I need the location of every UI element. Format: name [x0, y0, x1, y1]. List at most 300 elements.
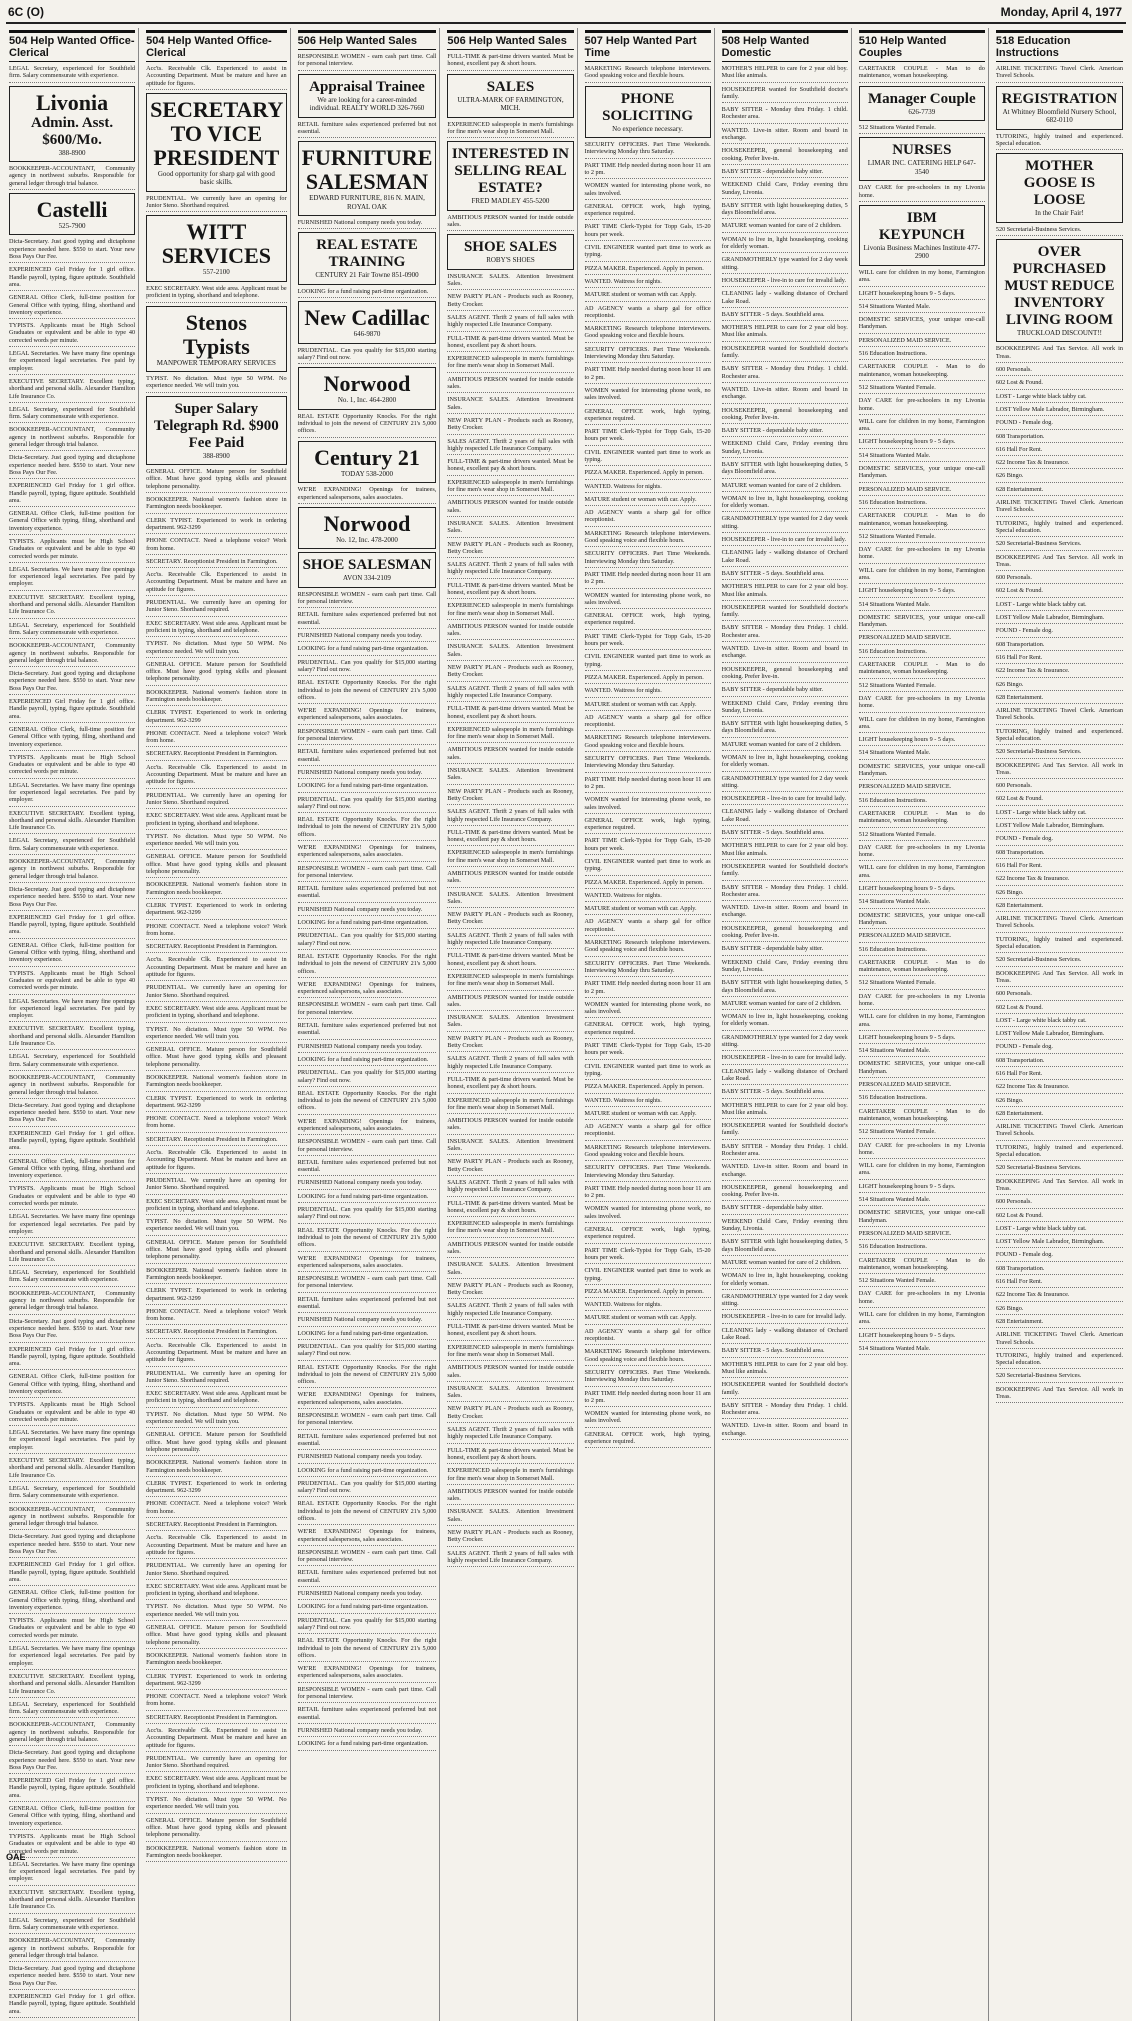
- classified-ad: MATURE woman wanted for care of 2 children.: [722, 1259, 848, 1269]
- classified-ad: BABY SITTER - Monday thru Friday. 1 child. Rochester area.: [722, 365, 848, 383]
- classified-ad: NEW PARTY PLAN - Products such as Rooney, Betty Crocker.: [447, 911, 573, 929]
- classified-ad: AD AGENCY wants a sharp gal for office receptionist.: [585, 714, 711, 732]
- display-ad-sm-text: EDWARD FURNITURE, 816 N. MAIN, ROYAL OAK: [309, 194, 425, 211]
- classified-ad: CLERK TYPIST. Experienced to work in ordering department. 962-3299: [146, 1480, 286, 1498]
- classified-ad: GENERAL OFFICE. Mature person for Southfield office. Must have good typing skills and pleasant telephone personality.: [146, 661, 286, 686]
- classified-ad: HOUSEKEEPER - live-in to care for invalid lady.: [722, 1054, 848, 1064]
- classified-ad: BOOKKEEPING And Tax Service. All work in Treas.: [996, 345, 1123, 363]
- classified-ad: CLEANING lady - walking distance of Orchard Lake Road.: [722, 290, 848, 308]
- classified-ad: LOOKING for a fund raising part-time organization.: [298, 919, 437, 929]
- classified-ad: EXPERIENCED Girl Friday for 1 girl office. Handle payroll, typing, figure aptitude. Southfield area.: [9, 482, 135, 507]
- classified-ad: 608 Transportation.: [996, 1265, 1123, 1275]
- display-ad-med-text: PHONE SOLICITING: [602, 90, 694, 124]
- classified-ad: CLEANING lady - walking distance of Orchard Lake Road.: [722, 549, 848, 567]
- classified-ad: EXPERIENCED Girl Friday for 1 girl office. Handle payroll, typing, figure aptitude. Southfield area.: [9, 1561, 135, 1586]
- classified-ad: Acc'ts. Receivable Clk. Experienced to assist in Accounting Department. Must be mature and have an aptitude for figures.: [146, 1149, 286, 1174]
- classified-ad: DOMESTIC SERVICES, your unique one-call Handyman.: [859, 1209, 985, 1227]
- display-ad-sm-text: No. 1, Inc. 464-2800: [337, 396, 397, 405]
- classified-ad: NEW PARTY PLAN - Products such as Rooney, Betty Crocker.: [447, 664, 573, 682]
- display-ad-sm-text: Livonia Business Machines Institute 477-2900: [863, 243, 981, 261]
- classified-ad: NEW PARTY PLAN - Products such as Rooney, Betty Crocker.: [447, 293, 573, 311]
- classified-ad: SECURITY OFFICERS. Part Time Weekends. Interviewing Monday thru Saturday.: [585, 960, 711, 978]
- classified-ad: NEW PARTY PLAN - Products such as Rooney, Betty Crocker.: [447, 1529, 573, 1547]
- classified-ad: INSURANCE SALES. Attention Investment Sales.: [447, 1385, 573, 1403]
- classified-ad: 512 Situations Wanted Female.: [859, 831, 985, 841]
- classified-ad: LIGHT housekeeping hours 9 - 5 days.: [859, 1332, 985, 1342]
- classified-ad: Acc'ts. Receivable Clk. Experienced to assist in Accounting Department. Must be mature and have an aptitude for figures.: [146, 571, 286, 596]
- classified-ad: CLERK TYPIST. Experienced to work in ordering department. 962-3299: [146, 517, 286, 535]
- classified-ad: 616 Hall For Rent.: [996, 446, 1123, 456]
- display-ad: [585, 86, 711, 139]
- display-ad-sm-text: LIMAR INC. CATERING HELP 647-3540: [867, 159, 976, 176]
- classified-ad: BABY SITTER - Monday thru Friday. 1 child. Rochester area.: [722, 884, 848, 902]
- classified-ad: GENERAL OFFICE. Mature person for Southfield office. Must have good typing skills and pleasant telephone personality.: [146, 853, 286, 878]
- classified-ad: BABY SITTER - Monday thru Friday. 1 child. Rochester area.: [722, 624, 848, 642]
- classified-ad: EXPERIENCED Girl Friday for 1 girl office. Handle payroll, typing, figure aptitude. Southfield area.: [9, 914, 135, 939]
- classified-ad: 512 Situations Wanted Female.: [859, 124, 985, 134]
- classified-ad: WANTED. Waitress for nights.: [585, 278, 711, 288]
- classified-ad: RESPONSIBLE WOMEN - earn cash part time. Call for personal interview.: [298, 1549, 437, 1567]
- classified-ad: INSURANCE SALES. Attention Investment Sales.: [447, 767, 573, 785]
- classified-ad: PRUDENTIAL. We currently have an opening for Junior Steno. Shorthand required.: [146, 1370, 286, 1388]
- classified-ad: FOUND - Female dog.: [996, 627, 1123, 637]
- classified-ad: BABY SITTER - dependable baby sitter.: [722, 427, 848, 437]
- classified-ad: WEEKEND Child Care, Friday evening thru Sunday, Livonia.: [722, 181, 848, 199]
- classified-ad: 616 Hall For Rent.: [996, 1278, 1123, 1288]
- classified-ad: WILL care for children in my home, Farmington area.: [859, 1311, 985, 1329]
- classified-ad: LEGAL Secretaries. We have many fine openings for experienced legal secretaries. Fee paid by employer.: [9, 350, 135, 375]
- classified-ad: EXPERIENCED salespeople in men's furnishings for fine men's wear shop in Somerset Mall.: [447, 1097, 573, 1115]
- classified-ad: 512 Situations Wanted Female.: [859, 384, 985, 394]
- classified-ad: SECURITY OFFICERS. Part Time Weekends. Interviewing Monday thru Saturday.: [585, 346, 711, 364]
- classified-ad: LEGAL Secretaries. We have many fine openings for experienced legal secretaries. Fee paid by employer.: [9, 1213, 135, 1238]
- classified-ad: WANTED. Live-in sitter. Room and board in exchange.: [722, 1422, 848, 1440]
- classified-ad: MOTHER'S HELPER to care for 2 year old boy. Must like animals.: [722, 324, 848, 342]
- classified-ad: REAL ESTATE Opportunity Knocks. For the right individual to join the newest of CENTURY 21's 5,000 offices.: [298, 1364, 437, 1389]
- classified-ad: WANTED. Waitress for nights.: [585, 1097, 711, 1107]
- display-ad: [859, 137, 985, 181]
- classified-ad: WOMEN wanted for interesting phone work, no sales involved.: [585, 796, 711, 814]
- classified-ad: BOOKKEEPER. National women's fashion store in Farmington needs bookkeeper.: [146, 1459, 286, 1477]
- classified-ad: INSURANCE SALES. Attention Investment Sales.: [447, 1261, 573, 1279]
- display-ad: [298, 441, 437, 484]
- classified-ad: WE'RE EXPANDING! Openings for trainees, experienced salespersons, sales associates.: [298, 1665, 437, 1683]
- classified-ad: REAL ESTATE Opportunity Knocks. For the right individual to join the newest of CENTURY 21's 5,000 offices.: [298, 1227, 437, 1252]
- classified-ad: 514 Situations Wanted Male.: [859, 452, 985, 462]
- classified-ad: 512 Situations Wanted Female.: [859, 979, 985, 989]
- classified-ad: LEGAL Secretary, experienced for Southfield firm. Salary commensurate with experience.: [9, 65, 135, 83]
- classified-ad: NEW PARTY PLAN - Products such as Rooney, Betty Crocker.: [447, 788, 573, 806]
- classified-ad: GENERAL OFFICE. Mature person for Southfield office. Must have good typing skills and pleasant telephone personality.: [146, 1431, 286, 1456]
- classified-ad: WILL care for children in my home, Farmington area.: [859, 567, 985, 585]
- classified-ad: LOST - Large white black tabby cat.: [996, 601, 1123, 611]
- classified-ad: EXEC SECRETARY. West side area. Applicant must be proficient in typing, shorthand and telephone.: [146, 1005, 286, 1023]
- classified-ad: CLERK TYPIST. Experienced to work in ordering department. 962-3299: [146, 902, 286, 920]
- classified-ad: HOUSEKEEPER - live-in to care for invalid lady.: [722, 1313, 848, 1323]
- classified-ad: SALES AGENT. Thrift 2 years of full sales with highly respected Life Insurance Company.: [447, 438, 573, 456]
- classified-ad: SECRETARY. Receptionist President in Farmington.: [146, 1328, 286, 1338]
- classified-ad: PRUDENTIAL. Can you qualify for $15,000 starting salary? Find out now.: [298, 796, 437, 814]
- classified-ad: TYPIST. No dictation. Must type 50 WPM. No experience needed. We will train you.: [146, 833, 286, 851]
- classified-ad: LOOKING for a fund raising part-time organization.: [298, 1603, 437, 1613]
- display-ad-sm-text: At Whitney Bloomfield Nursery School, 682-0110: [1002, 107, 1117, 125]
- classified-ad: HOUSEKEEPER wanted for Southfield doctor's family.: [722, 1122, 848, 1140]
- page-footer: OAE: [6, 1852, 26, 1862]
- classified-ad: CARETAKER COUPLE - Man to do maintenance, woman housekeeping.: [859, 810, 985, 828]
- classified-ad: AIRLINE TICKETING Travel Clerk. American Travel Schools.: [996, 1331, 1123, 1349]
- classified-ad: LEGAL Secretary, experienced for Southfield firm. Salary commensurate with experience.: [9, 837, 135, 855]
- classified-ad: LEGAL Secretaries. We have many fine openings for experienced legal secretaries. Fee paid by employer.: [9, 782, 135, 807]
- classified-ad: 616 Hall For Rent.: [996, 654, 1123, 664]
- display-ad: [9, 86, 135, 163]
- classified-ad: GENERAL Office Clerk, full-time position for General Office with typing, filing, shorthand and inventory experience.: [9, 1805, 135, 1830]
- classified-ad: LIGHT housekeeping hours 9 - 5 days.: [859, 438, 985, 448]
- classified-ad: MATURE student or woman with car. Apply.: [585, 1314, 711, 1324]
- classified-ad: EXPERIENCED Girl Friday for 1 girl office. Handle payroll, typing, figure aptitude. Southfield area.: [9, 266, 135, 291]
- section-heading: 508 Help Wanted Domestic: [722, 30, 848, 62]
- classified-ad: BOOKKEEPER-ACCOUNTANT, Community agency in northwest suburbs. Responsible for general ledger through trial balance.: [9, 1721, 135, 1746]
- classified-ad: WILL care for children in my home, Farmington area.: [859, 1162, 985, 1180]
- classified-ad: MATURE woman wanted for care of 2 children.: [722, 741, 848, 751]
- classified-ad: WE'RE EXPANDING! Openings for trainees, experienced salespersons, sales associates.: [298, 1528, 437, 1546]
- classified-ad: 608 Transportation.: [996, 849, 1123, 859]
- classified-ad: TYPISTS. Applicants must be High School Graduates or equivalent and be able to type 40 corrected words per minute.: [9, 538, 135, 563]
- classified-ad: GENERAL Office Clerk, full-time position for General Office with typing, filing, shorthand and inventory experience.: [9, 942, 135, 967]
- classified-ad: 520 Secretarial-Business Services.: [996, 1372, 1123, 1382]
- classified-ad: EXEC SECRETARY. West side area. Applicant must be proficient in typing, shorthand and telephone.: [146, 285, 286, 303]
- classified-ad: GENERAL OFFICE work, high typing, experience required.: [585, 817, 711, 835]
- classified-ad: BOOKKEEPER-ACCOUNTANT, Community agency in northwest suburbs. Responsible for general ledger through trial balance.: [9, 165, 135, 190]
- classified-ad: RETAIL furniture sales experienced preferred but not essential.: [298, 1022, 437, 1040]
- classified-ad: EXPERIENCED salespeople in men's furnishings for fine men's wear shop in Somerset Mall.: [447, 973, 573, 991]
- classified-ad: PRUDENTIAL. We currently have an opening for Junior Steno. Shorthand required.: [146, 1755, 286, 1773]
- classified-ad: MARKETING Research telephone interviewers. Good speaking voice and flexible hours.: [585, 530, 711, 548]
- classified-ad: GENERAL OFFICE work, high typing, experience required.: [585, 203, 711, 221]
- classified-ad: FULL-TIME & part-time drivers wanted. Must be honest, excellent pay & short hours.: [447, 1447, 573, 1465]
- classified-ad: TYPIST. No dictation. Must type 50 WPM. No experience needed. We will train you.: [146, 1411, 286, 1429]
- classified-ad: LOOKING for a fund raising part-time organization.: [298, 1193, 437, 1203]
- display-ad-med-text: NURSES: [892, 142, 952, 159]
- classified-ad: PRUDENTIAL. Can you qualify for $15,000 starting salary? Find out now.: [298, 659, 437, 677]
- display-ad-sm-text: 388-8900: [58, 148, 86, 157]
- section-heading: 506 Help Wanted Sales: [298, 30, 437, 50]
- classified-ad: AMBITIOUS PERSON wanted for inside outside sales.: [447, 994, 573, 1012]
- classified-ad: BOOKKEEPER-ACCOUNTANT, Community agency in northwest suburbs. Responsible for general ledger through trial balance.: [9, 426, 135, 451]
- display-ad: [146, 306, 286, 373]
- classified-ad: 514 Situations Wanted Male.: [859, 1047, 985, 1057]
- classified-ad: PRUDENTIAL. Can you qualify for $15,000 starting salary? Find out now.: [298, 1206, 437, 1224]
- classified-ad: PERSONALIZED MAID SERVICE.: [859, 1081, 985, 1091]
- classified-ad: SECRETARY. Receptionist President in Farmington.: [146, 943, 286, 953]
- classified-ad: WE'RE EXPANDING! Openings for trainees, experienced salespersons, sales associates.: [298, 1118, 437, 1136]
- classified-ad: LOST Yellow Male Labrador, Birmingham.: [996, 1030, 1123, 1040]
- display-ad-big-text: Livonia: [35, 89, 109, 115]
- classified-ad: PIZZA MAKER. Experienced. Apply in person.: [585, 674, 711, 684]
- classified-ad: GRANDMOTHERLY type wanted for 2 day week sitting.: [722, 1034, 848, 1052]
- classified-ad: EXPERIENCED salespeople in men's furnishings for fine men's wear shop in Somerset Mall.: [447, 121, 573, 139]
- classified-ad: BABY SITTER with light housekeeping duties, 5 days Bloomfield area.: [722, 1238, 848, 1256]
- classified-ad: WOMAN to live in, light housekeeping, cooking for elderly woman.: [722, 1013, 848, 1031]
- classified-ad: CARETAKER COUPLE - Man to do maintenance, woman housekeeping.: [859, 1257, 985, 1275]
- classified-ad: WE'RE EXPANDING! Openings for trainees, experienced salespersons, sales associates.: [298, 486, 437, 504]
- classified-ad: WILL care for children in my home, Farmington area.: [859, 716, 985, 734]
- classified-ad: SECURITY OFFICERS. Part Time Weekends. Interviewing Monday thru Saturday.: [585, 141, 711, 159]
- classified-ad: EXPERIENCED salespeople in men's furnishings for fine men's wear shop in Somerset Mall.: [447, 1344, 573, 1362]
- classified-ad: GENERAL Office Clerk, full-time position for General Office with typing, filing, shorthand and inventory experience.: [9, 1589, 135, 1614]
- classified-ad: PRUDENTIAL. We currently have an opening for Junior Steno. Shorthand required.: [146, 599, 286, 617]
- classified-ad: EXEC SECRETARY. West side area. Applicant must be proficient in typing, shorthand and telephone.: [146, 1583, 286, 1601]
- classified-ad: AD AGENCY wants a sharp gal for office receptionist.: [585, 918, 711, 936]
- classified-ad: 514 Situations Wanted Male.: [859, 749, 985, 759]
- column-1: [6, 28, 139, 2021]
- classified-ad: DOMESTIC SERVICES, your unique one-call Handyman.: [859, 912, 985, 930]
- display-ad-sm-text: We are looking for a career-minded individual. REALTY WORLD 326-7660: [309, 95, 425, 113]
- page-date: Monday, April 4, 1977: [1000, 5, 1122, 19]
- classified-ad: SECURITY OFFICERS. Part Time Weekends. Interviewing Monday thru Saturday.: [585, 550, 711, 568]
- display-ad-sm-text: TODAY 538-2000: [340, 469, 394, 478]
- classified-ad: LIGHT housekeeping hours 9 - 5 days.: [859, 290, 985, 300]
- classified-ad: BOOKKEEPING And Tax Service. All work in Treas.: [996, 1386, 1123, 1404]
- classified-ad: MOTHER'S HELPER to care for 2 year old boy. Must like animals.: [722, 842, 848, 860]
- classified-ad: AMBITIOUS PERSON wanted for inside outside sales.: [447, 870, 573, 888]
- classified-ad: DAY CARE for pre-schoolers in my Livonia home.: [859, 546, 985, 564]
- classified-ad: RETAIL furniture sales experienced preferred but not essential.: [298, 885, 437, 903]
- classified-ad: PIZZA MAKER. Experienced. Apply in person.: [585, 265, 711, 275]
- display-ad-big-text: WITT SERVICES: [161, 219, 271, 269]
- classified-ad: MATURE woman wanted for care of 2 children.: [722, 222, 848, 232]
- classified-ad: 516 Education Instructions.: [859, 350, 985, 360]
- classified-ad: PERSONALIZED MAID SERVICE.: [859, 634, 985, 644]
- classified-ad: 608 Transportation.: [996, 1057, 1123, 1067]
- classified-ad: RETAIL furniture sales experienced preferred but not essential.: [298, 748, 437, 766]
- classified-ad: 622 Income Tax & Insurance.: [996, 875, 1123, 885]
- classified-ad: FULL-TIME & part-time drivers wanted. Must be honest, excellent pay & short hours.: [447, 829, 573, 847]
- display-ad: [859, 86, 985, 122]
- classified-ad: AD AGENCY wants a sharp gal for office receptionist.: [585, 509, 711, 527]
- classified-ad: GENERAL OFFICE work, high typing, experience required.: [585, 1431, 711, 1449]
- classified-ad: BOOKKEEPER. National women's fashion store in Farmington needs bookkeeper.: [146, 1267, 286, 1285]
- classified-ad: MATURE student or woman with car. Apply.: [585, 1110, 711, 1120]
- classified-ad: CIVIL ENGINEER wanted part time to work as typing.: [585, 1063, 711, 1081]
- classified-ad: 626 Bingo.: [996, 681, 1123, 691]
- classified-ad: NEW PARTY PLAN - Products such as Rooney, Betty Crocker.: [447, 1035, 573, 1053]
- classified-ad: Dicta-Secretary. Just good typing and dictaphone experience needed here. $550 to start. Your new Boss Pays Our Fee.: [9, 454, 135, 479]
- classified-ad: SECRETARY. Receptionist President in Farmington.: [146, 1714, 286, 1724]
- classified-ad: 616 Hall For Rent.: [996, 862, 1123, 872]
- classified-ad: SECURITY OFFICERS. Part Time Weekends. Interviewing Monday thru Saturday.: [585, 1164, 711, 1182]
- classified-ad: 622 Income Tax & Insurance.: [996, 1083, 1123, 1093]
- classified-ad: LOST - Large white black tabby cat.: [996, 809, 1123, 819]
- classified-ad: BOOKKEEPER. National women's fashion store in Farmington needs bookkeeper.: [146, 1652, 286, 1670]
- classified-ad: WEEKEND Child Care, Friday evening thru Sunday, Livonia.: [722, 440, 848, 458]
- classified-ad: RESPONSIBLE WOMEN - earn cash part time. Call for personal interview.: [298, 728, 437, 746]
- classified-ad: SECRETARY. Receptionist President in Farmington.: [146, 1136, 286, 1146]
- classified-ad: FOUND - Female dog.: [996, 835, 1123, 845]
- column-3: [295, 28, 441, 2021]
- display-ad: [146, 396, 286, 466]
- classified-ad: BABY SITTER with light housekeeping duties, 5 days Bloomfield area.: [722, 461, 848, 479]
- classified-ad: AMBITIOUS PERSON wanted for inside outside sales.: [447, 376, 573, 394]
- classified-ad: FURNISHED National company needs you today.: [298, 906, 437, 916]
- classified-ad: BOOKKEEPER. National women's fashion store in Farmington needs bookkeeper.: [146, 881, 286, 899]
- classified-ad: REAL ESTATE Opportunity Knocks. For the right individual to join the newest of CENTURY 21's 5,000 offices.: [298, 1637, 437, 1662]
- classified-ad: DOMESTIC SERVICES, your unique one-call Handyman.: [859, 763, 985, 781]
- classified-ad: 512 Situations Wanted Female.: [859, 1277, 985, 1287]
- display-ad-med-text: OVER PURCHASED MUST REDUCE INVENTORY LIVING ROOM: [1004, 243, 1115, 328]
- classified-ad: SALES AGENT. Thrift 2 years of full sales with highly respected Life Insurance Company.: [447, 1055, 573, 1073]
- classified-ad: LOOKING for a fund raising part-time organization.: [298, 1056, 437, 1066]
- classified-ad: TYPIST. No dictation. Must type 50 WPM. No experience needed. We will train you.: [146, 1218, 286, 1236]
- classified-ad: LOOKING for a fund raising part-time organization.: [298, 1740, 437, 1750]
- classified-ad: TYPISTS. Applicants must be High School Graduates or equivalent and be able to type 40 corrected words per minute.: [9, 754, 135, 779]
- classified-ad: BOOKKEEPER-ACCOUNTANT, Community agency in northwest suburbs. Responsible for general ledger through trial balance.: [9, 1074, 135, 1099]
- display-ad-sm-text: ROBY'S SHOES: [486, 256, 535, 265]
- classified-ad: BOOKKEEPER. National women's fashion store in Farmington needs bookkeeper.: [146, 1074, 286, 1092]
- classified-ad: LEGAL Secretary, experienced for Southfield firm. Salary commensurate with experience.: [9, 1701, 135, 1719]
- display-ad: [447, 141, 573, 211]
- classified-ad: BABY SITTER - Monday thru Friday. 1 child. Rochester area.: [722, 1143, 848, 1161]
- classified-ad: RESPONSIBLE WOMEN - earn cash part time. Call for personal interview.: [298, 865, 437, 883]
- classified-ad: PRUDENTIAL. We currently have an opening for Junior Steno. Shorthand required.: [146, 1562, 286, 1580]
- classified-ad: PERSONALIZED MAID SERVICE.: [859, 337, 985, 347]
- classified-ad: TYPIST. No dictation. Must type 50 WPM. No experience needed. We will train you.: [146, 640, 286, 658]
- classified-ad: WANTED. Waitress for nights.: [585, 1301, 711, 1311]
- classified-ad: LOOKING for a fund raising part-time organization.: [298, 1467, 437, 1477]
- classified-ad: PART TIME Help needed during noon hour 11 am to 2 pm.: [585, 1185, 711, 1203]
- classified-ad: HOUSEKEEPER wanted for Southfield doctor's family.: [722, 604, 848, 622]
- classified-ad: RESPONSIBLE WOMEN - earn cash part time. Call for personal interview.: [298, 1686, 437, 1704]
- classified-ad: FURNISHED National company needs you today.: [298, 1727, 437, 1737]
- classified-ad: SALES AGENT. Thrift 2 years of full sales with highly respected Life Insurance Company.: [447, 314, 573, 332]
- classified-ad: 602 Lost & Found.: [996, 1212, 1123, 1222]
- classified-ad: 520 Secretarial-Business Services.: [996, 226, 1123, 236]
- classified-ad: LEGAL Secretaries. We have many fine openings for experienced legal secretaries. Fee paid by employer.: [9, 998, 135, 1023]
- classified-ad: EXPERIENCED salespeople in men's furnishings for fine men's wear shop in Somerset Mall.: [447, 1220, 573, 1238]
- classified-ad: EXEC SECRETARY. West side area. Applicant must be proficient in typing, shorthand and telephone.: [146, 812, 286, 830]
- classified-ad: NEW PARTY PLAN - Products such as Rooney, Betty Crocker.: [447, 541, 573, 559]
- classified-ad: 514 Situations Wanted Male.: [859, 1196, 985, 1206]
- classified-ad: RETAIL furniture sales experienced preferred but not essential.: [298, 1159, 437, 1177]
- display-ad-med-text: MOTHER GOOSE IS LOOSE: [1023, 158, 1096, 209]
- classified-ad: PART TIME Help needed during noon hour 11 am to 2 pm.: [585, 776, 711, 794]
- display-ad: [9, 193, 135, 236]
- classified-ad: TUTORING, highly trained and experienced. Special education.: [996, 1144, 1123, 1162]
- display-ad-med-text: REGISTRATION: [1001, 90, 1118, 107]
- classified-ad: FULL-TIME & part-time drivers wanted. Must be honest, excellent pay & short hours.: [447, 952, 573, 970]
- classified-ad: 514 Situations Wanted Male.: [859, 303, 985, 313]
- classified-ad: 516 Education Instructions.: [859, 946, 985, 956]
- classified-ad: SECRETARY. Receptionist President in Farmington.: [146, 750, 286, 760]
- classified-ad: SALES AGENT. Thrift 2 years of full sales with highly respected Life Insurance Company.: [447, 1426, 573, 1444]
- classified-ad: AD AGENCY wants a sharp gal for office receptionist.: [585, 305, 711, 323]
- classified-ad: FULL-TIME & part-time drivers wanted. Must be honest, excellent pay & short hours.: [447, 582, 573, 600]
- classified-ad: EXECUTIVE SECRETARY. Excellent typing, shorthand and personal skills. Alexander Hamilton Life Insurance Co.: [9, 378, 135, 403]
- classified-ad: WILL care for children in my home, Farmington area.: [859, 1013, 985, 1031]
- classified-ad: CLEANING lady - walking distance of Orchard Lake Road.: [722, 808, 848, 826]
- classified-ad: EXECUTIVE SECRETARY. Excellent typing, shorthand and personal skills. Alexander Hamilton Life Insurance Co.: [9, 1889, 135, 1914]
- classified-ad: CARETAKER COUPLE - Man to do maintenance, woman housekeeping.: [859, 661, 985, 679]
- classified-ad: AD AGENCY wants a sharp gal for office receptionist.: [585, 1328, 711, 1346]
- classified-ad: PIZZA MAKER. Experienced. Apply in person.: [585, 469, 711, 479]
- classified-ad: WILL care for children in my home, Farmington area.: [859, 269, 985, 287]
- classified-ad: PHONE CONTACT. Need a telephone voice? Work from home.: [146, 1308, 286, 1326]
- classified-ad: LOST Yellow Male Labrador, Birmingham.: [996, 1238, 1123, 1248]
- classified-ad: TYPISTS. Applicants must be High School Graduates or equivalent and be able to type 40 corrected words per minute.: [9, 1617, 135, 1642]
- classified-ad: EXEC SECRETARY. West side area. Applicant must be proficient in typing, shorthand and telephone.: [146, 1390, 286, 1408]
- classified-ad: BOOKKEEPING And Tax Service. All work in Treas.: [996, 762, 1123, 780]
- classified-ad: Acc'ts. Receivable Clk. Experienced to assist in Accounting Department. Must be mature and have an aptitude for figures.: [146, 764, 286, 789]
- classified-ad: FULL-TIME & part-time drivers wanted. Must be honest, excellent pay & short hours.: [447, 705, 573, 723]
- column-5: [582, 28, 715, 2021]
- display-ad-sm-text: MANPOWER TEMPORARY SERVICES: [156, 358, 276, 367]
- classified-ad: PART TIME Help needed during noon hour 11 am to 2 pm.: [585, 1390, 711, 1408]
- classified-ad: MARKETING Research telephone interviewers. Good speaking voice and flexible hours.: [585, 65, 711, 83]
- classified-ad: 626 Bingo.: [996, 472, 1123, 482]
- classified-ad: INSURANCE SALES. Attention Investment Sales.: [447, 396, 573, 414]
- display-ad-sm-text: No. 12, Inc. 478-2000: [336, 535, 398, 544]
- classified-ad: WOMEN wanted for interesting phone work, no sales involved.: [585, 387, 711, 405]
- section-heading: 507 Help Wanted Part Time: [585, 30, 711, 62]
- classified-ad: REAL ESTATE Opportunity Knocks. For the right individual to join the newest of CENTURY 21's 5,000 offices.: [298, 413, 437, 438]
- classified-ad: PERSONALIZED MAID SERVICE.: [859, 932, 985, 942]
- classified-ad: PIZZA MAKER. Experienced. Apply in person.: [585, 1083, 711, 1093]
- display-ad-big-text: Stenos Typists: [182, 309, 250, 359]
- classified-ad: TYPIST. No dictation. Must type 50 WPM. No experience needed. We will train you.: [146, 1026, 286, 1044]
- classified-ad: WEEKEND Child Care, Friday evening thru Sunday, Livonia.: [722, 1218, 848, 1236]
- classified-ad: LEGAL Secretary, experienced for Southfield firm. Salary commensurate with experience.: [9, 622, 135, 640]
- classified-ad: CLEANING lady - walking distance of Orchard Lake Road.: [722, 1068, 848, 1086]
- classified-ad: CLERK TYPIST. Experienced to work in ordering department. 962-3299: [146, 1095, 286, 1113]
- classified-ad: 516 Education Instructions.: [859, 1094, 985, 1104]
- classified-ad: Dicta-Secretary. Just good typing and dictaphone experience needed here. $550 to start. Your new Boss Pays Our Fee.: [9, 886, 135, 911]
- classified-ad: PRUDENTIAL. We currently have an opening for Junior Steno. Shorthand required.: [146, 792, 286, 810]
- classified-ad: Dicta-Secretary. Just good typing and dictaphone experience needed here. $550 to start. Your new Boss Pays Our Fee.: [9, 670, 135, 695]
- classified-ad: EXECUTIVE SECRETARY. Excellent typing, shorthand and personal skills. Alexander Hamilton Life Insurance Co.: [9, 1457, 135, 1482]
- classified-ad: EXECUTIVE SECRETARY. Excellent typing, shorthand and personal skills. Alexander Hamilton Life Insurance Co.: [9, 1241, 135, 1266]
- classified-ad: PRUDENTIAL. Can you qualify for $15,000 starting salary? Find out now.: [298, 1069, 437, 1087]
- classified-ad: 626 Bingo.: [996, 1305, 1123, 1315]
- display-ad-med-text: SHOE SALES: [463, 239, 557, 256]
- classified-ad: DAY CARE for pre-schoolers in my Livonia home.: [859, 1290, 985, 1308]
- classified-ad: 616 Hall For Rent.: [996, 1070, 1123, 1080]
- classified-ad: LIGHT housekeeping hours 9 - 5 days.: [859, 885, 985, 895]
- classified-ad: GENERAL OFFICE work, high typing, experience required.: [585, 1226, 711, 1244]
- classified-ad: SALES AGENT. Thrift 2 years of full sales with highly respected Life Insurance Company.: [447, 932, 573, 950]
- classified-ad: LEGAL Secretary, experienced for Southfield firm. Salary commensurate with experience.: [9, 1269, 135, 1287]
- classified-ad: EXPERIENCED Girl Friday for 1 girl office. Handle payroll, typing, figure aptitude. Southfield area.: [9, 698, 135, 723]
- classified-ad: CARETAKER COUPLE - Man to do maintenance, woman housekeeping.: [859, 363, 985, 381]
- classified-ad: WOMEN wanted for interesting phone work, no sales involved.: [585, 1001, 711, 1019]
- display-ad-big-text: SECRETARY TO VICE PRESIDENT: [150, 96, 284, 170]
- classified-ad: RETAIL furniture sales experienced preferred but not essential.: [298, 1569, 437, 1587]
- display-ad: [298, 74, 437, 118]
- classified-ad: 516 Education Instructions.: [859, 1243, 985, 1253]
- classified-ad: PRUDENTIAL. Can you qualify for $15,000 starting salary? Find out now.: [298, 932, 437, 950]
- classified-ad: FURNISHED National company needs you today.: [298, 1453, 437, 1463]
- classified-ad: PHONE CONTACT. Need a telephone voice? Work from home.: [146, 1115, 286, 1133]
- classified-ad: PIZZA MAKER. Experienced. Apply in person.: [585, 879, 711, 889]
- classified-ad: INSURANCE SALES. Attention Investment Sales.: [447, 1508, 573, 1526]
- display-ad-big-text: Norwood: [323, 371, 411, 397]
- classified-ad: BOOKKEEPER-ACCOUNTANT, Community agency in northwest suburbs. Responsible for general ledger through trial balance.: [9, 1290, 135, 1315]
- classified-ad: MARKETING Research telephone interviewers. Good speaking voice and flexible hours.: [585, 1144, 711, 1162]
- classified-ad: 626 Bingo.: [996, 889, 1123, 899]
- classified-ad: BOOKKEEPING And Tax Service. All work in Treas.: [996, 970, 1123, 988]
- classified-ad: 628 Entertainment.: [996, 902, 1123, 912]
- classified-ad: Acc'ts. Receivable Clk. Experienced to assist in Accounting Department. Must be mature and have an aptitude for figures.: [146, 1534, 286, 1559]
- display-ad: [996, 239, 1123, 343]
- classified-ad: WOMAN to live in, light housekeeping, cooking for elderly woman.: [722, 236, 848, 254]
